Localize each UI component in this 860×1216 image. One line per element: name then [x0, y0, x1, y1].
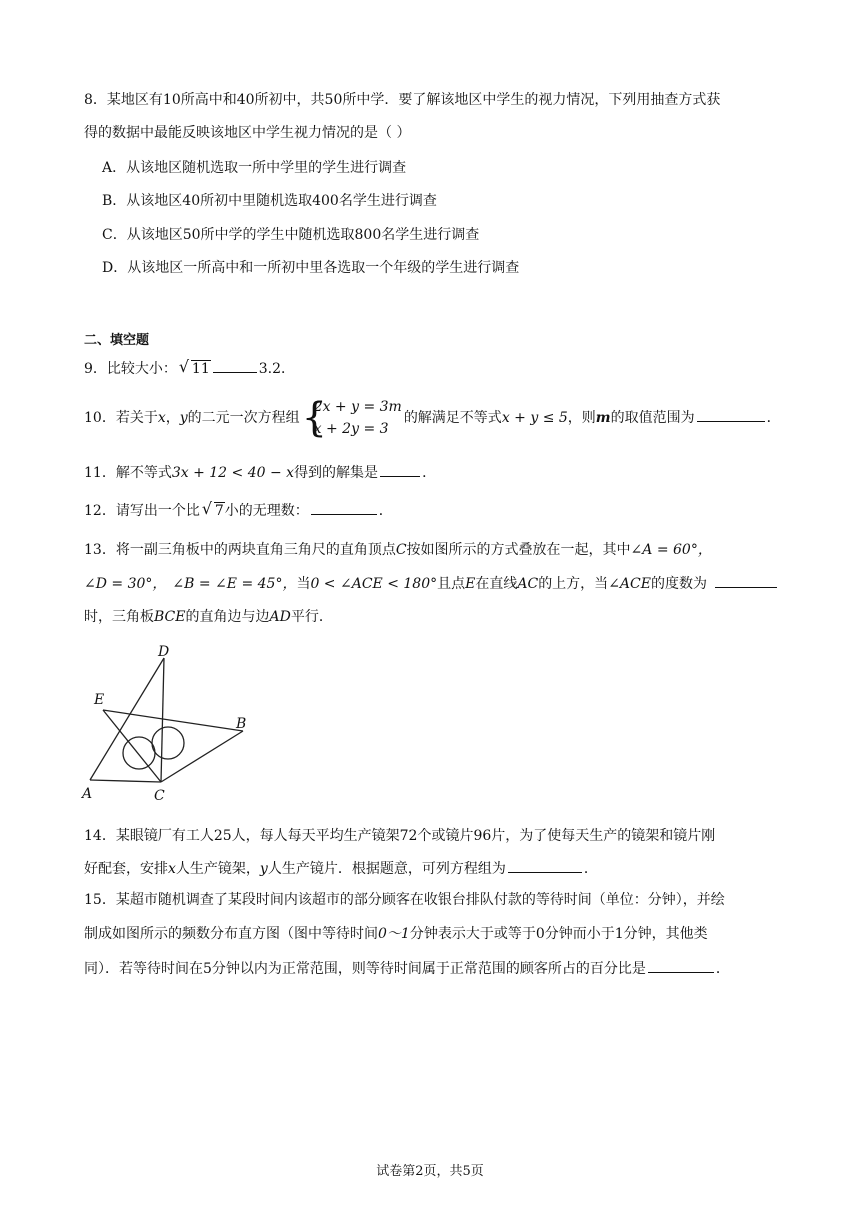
q10-prefix: 10．若关于	[84, 410, 158, 426]
q14-period: ．	[583, 861, 598, 877]
q13-line3	[84, 607, 780, 627]
hole-circle-left	[123, 737, 155, 769]
answer-blank-15[interactable]	[648, 958, 714, 973]
q10-comma: ，	[165, 410, 180, 426]
sqrt-11	[179, 359, 211, 379]
q14-text: 人生产镜架，	[175, 861, 260, 877]
equation-system	[302, 396, 402, 440]
q14-text: 好配套，安排	[84, 861, 168, 877]
q13-var: C	[395, 542, 407, 558]
q11-period: ．	[422, 465, 437, 481]
q8-option-b: B．从该地区40所初中里随机选取400名学生进行调查	[102, 193, 437, 209]
answer-blank-10[interactable]	[697, 407, 765, 422]
q8-stem-line2: 得的数据中最能反映该地区中学生视力情况的是（ ）	[84, 125, 411, 141]
q8-stem-line1: 8．某地区有10所高中和40所初中，共50所中学．要了解该地区中学生的视力情况，下列用抽查方式获	[84, 92, 721, 108]
equation-2: x + 2y = 3	[313, 421, 389, 437]
segment-BC	[161, 731, 243, 782]
q14-var-y: y	[259, 861, 268, 877]
q14-line2	[84, 858, 780, 879]
q13-expr: ∠ACE	[608, 576, 651, 592]
q13-expr: ∠A = 60°，	[630, 542, 712, 558]
q14-var-x: x	[168, 861, 176, 877]
q15-text: 同）．若等待时间在5分钟以内为正常范围，则等待时间属于正常范围的顾客所占的百分比是	[84, 961, 646, 977]
q8-option-d: D．从该地区一所高中和一所初中里各选取一个年级的学生进行调查	[102, 260, 520, 276]
q14-text: 人生产镜片．根据题意，可列方程组为	[267, 861, 506, 877]
left-brace-icon: {	[301, 395, 328, 441]
answer-blank-14[interactable]	[508, 858, 582, 873]
label-B: B	[236, 716, 247, 732]
sqrt-7	[202, 501, 225, 521]
q15-line3	[84, 958, 780, 979]
q10-period: ．	[766, 410, 781, 426]
q13-expr: 0 < ∠ACE < 180°	[310, 576, 438, 592]
q13-text: 的度数为	[650, 576, 707, 592]
q10-var-m: m	[595, 410, 611, 426]
q13-var: E	[465, 576, 476, 592]
radical-sign-icon: √	[201, 499, 213, 518]
q11-prefix: 11．解不等式	[84, 465, 172, 481]
q10	[84, 396, 780, 440]
label-A: A	[82, 786, 93, 802]
label-E: E	[94, 692, 105, 708]
q13-text: 在直线	[475, 576, 518, 592]
triangle-figure	[78, 640, 268, 805]
q13-expr: ∠D = 30°，	[84, 576, 167, 592]
label-D: D	[158, 644, 170, 660]
q15-text: 分钟表示大于或等于0分钟而小于1分钟，其他类	[409, 926, 708, 942]
q13-line1	[84, 540, 780, 560]
q15-range: 0～1	[378, 926, 410, 942]
q13-line2	[84, 573, 780, 594]
q8-option-c: C．从该地区50所中学的学生中随机选取800名学生进行调查	[102, 227, 480, 243]
q10-mid: 的二元一次方程组	[187, 410, 300, 426]
q13-var: BCE	[154, 609, 186, 625]
segment-AC	[90, 780, 161, 782]
q12-mid: 小的无理数：	[224, 503, 309, 519]
q12-period: ．	[378, 503, 393, 519]
q10-var-x: x	[157, 410, 166, 426]
q9-suffix: 3.2．	[258, 361, 296, 377]
q15-period: ．	[715, 961, 730, 977]
q11-mid: 得到的解集是	[294, 465, 379, 481]
q13-text: 按如图所示的方式叠放在一起，其中	[406, 542, 631, 558]
q15-text: 制成如图所示的频数分布直方图（图中等待时间	[84, 926, 378, 942]
q9	[84, 358, 780, 379]
q9-prefix: 9．比较大小：	[84, 361, 177, 377]
q12-radicand: 7	[214, 503, 224, 519]
q13-text: 的直角边与边	[185, 609, 270, 625]
q10-after2: ，则	[567, 410, 596, 426]
q10-end: 的取值范围为	[610, 410, 695, 426]
q13-text: 平行．	[290, 609, 333, 625]
q11-inequality: 3x + 12 < 40 − x	[171, 465, 295, 481]
label-C: C	[154, 788, 165, 804]
page-footer: 试卷第2页，共5页	[376, 1164, 484, 1179]
q10-var-y: y	[179, 410, 188, 426]
q13-text: 当	[296, 576, 311, 592]
segment-DC	[161, 658, 164, 782]
answer-blank-11[interactable]	[380, 462, 420, 477]
radical-sign-icon: √	[178, 357, 190, 376]
answer-blank-12[interactable]	[311, 500, 377, 515]
q13-text: 的上方，当	[538, 576, 609, 592]
q10-after: 的解满足不等式	[403, 410, 502, 426]
q14-line1: 14．某眼镜厂有工人25人，每人每天平均生产镜架72个或镜片96片，为了使每天生产的镜架和镜片刚	[84, 828, 716, 844]
q15-line1: 15．某超市随机调查了某段时间内该超市的部分顾客在收银台排队付款的等待时间（单位：分钟），并绘	[84, 892, 725, 908]
q8-option-a: A．从该地区随机选取一所中学里的学生进行调查	[102, 160, 407, 176]
q12	[84, 500, 780, 521]
q9-radicand: 11	[191, 361, 210, 377]
q12-prefix: 12．请写出一个比	[84, 503, 200, 519]
q11	[84, 462, 780, 483]
q13-var: AD	[269, 609, 291, 625]
q13-text: 且点	[437, 576, 466, 592]
q13-var: AC	[517, 576, 539, 592]
q15-line2	[84, 924, 780, 944]
equation-1: 2x + y = 3m	[313, 399, 402, 415]
q13-text: 13．将一副三角板中的两块直角三角尺的直角顶点	[84, 542, 396, 558]
answer-blank-9[interactable]	[213, 358, 257, 373]
q13-expr: ∠B = ∠E = 45°，	[172, 576, 297, 592]
section-heading: 二、填空题	[84, 333, 150, 348]
q13-text: 时，三角板	[84, 609, 154, 625]
hole-circle-right	[152, 727, 184, 759]
q10-inequality: x + y ≤ 5	[501, 410, 568, 426]
answer-blank-13[interactable]	[715, 573, 777, 588]
